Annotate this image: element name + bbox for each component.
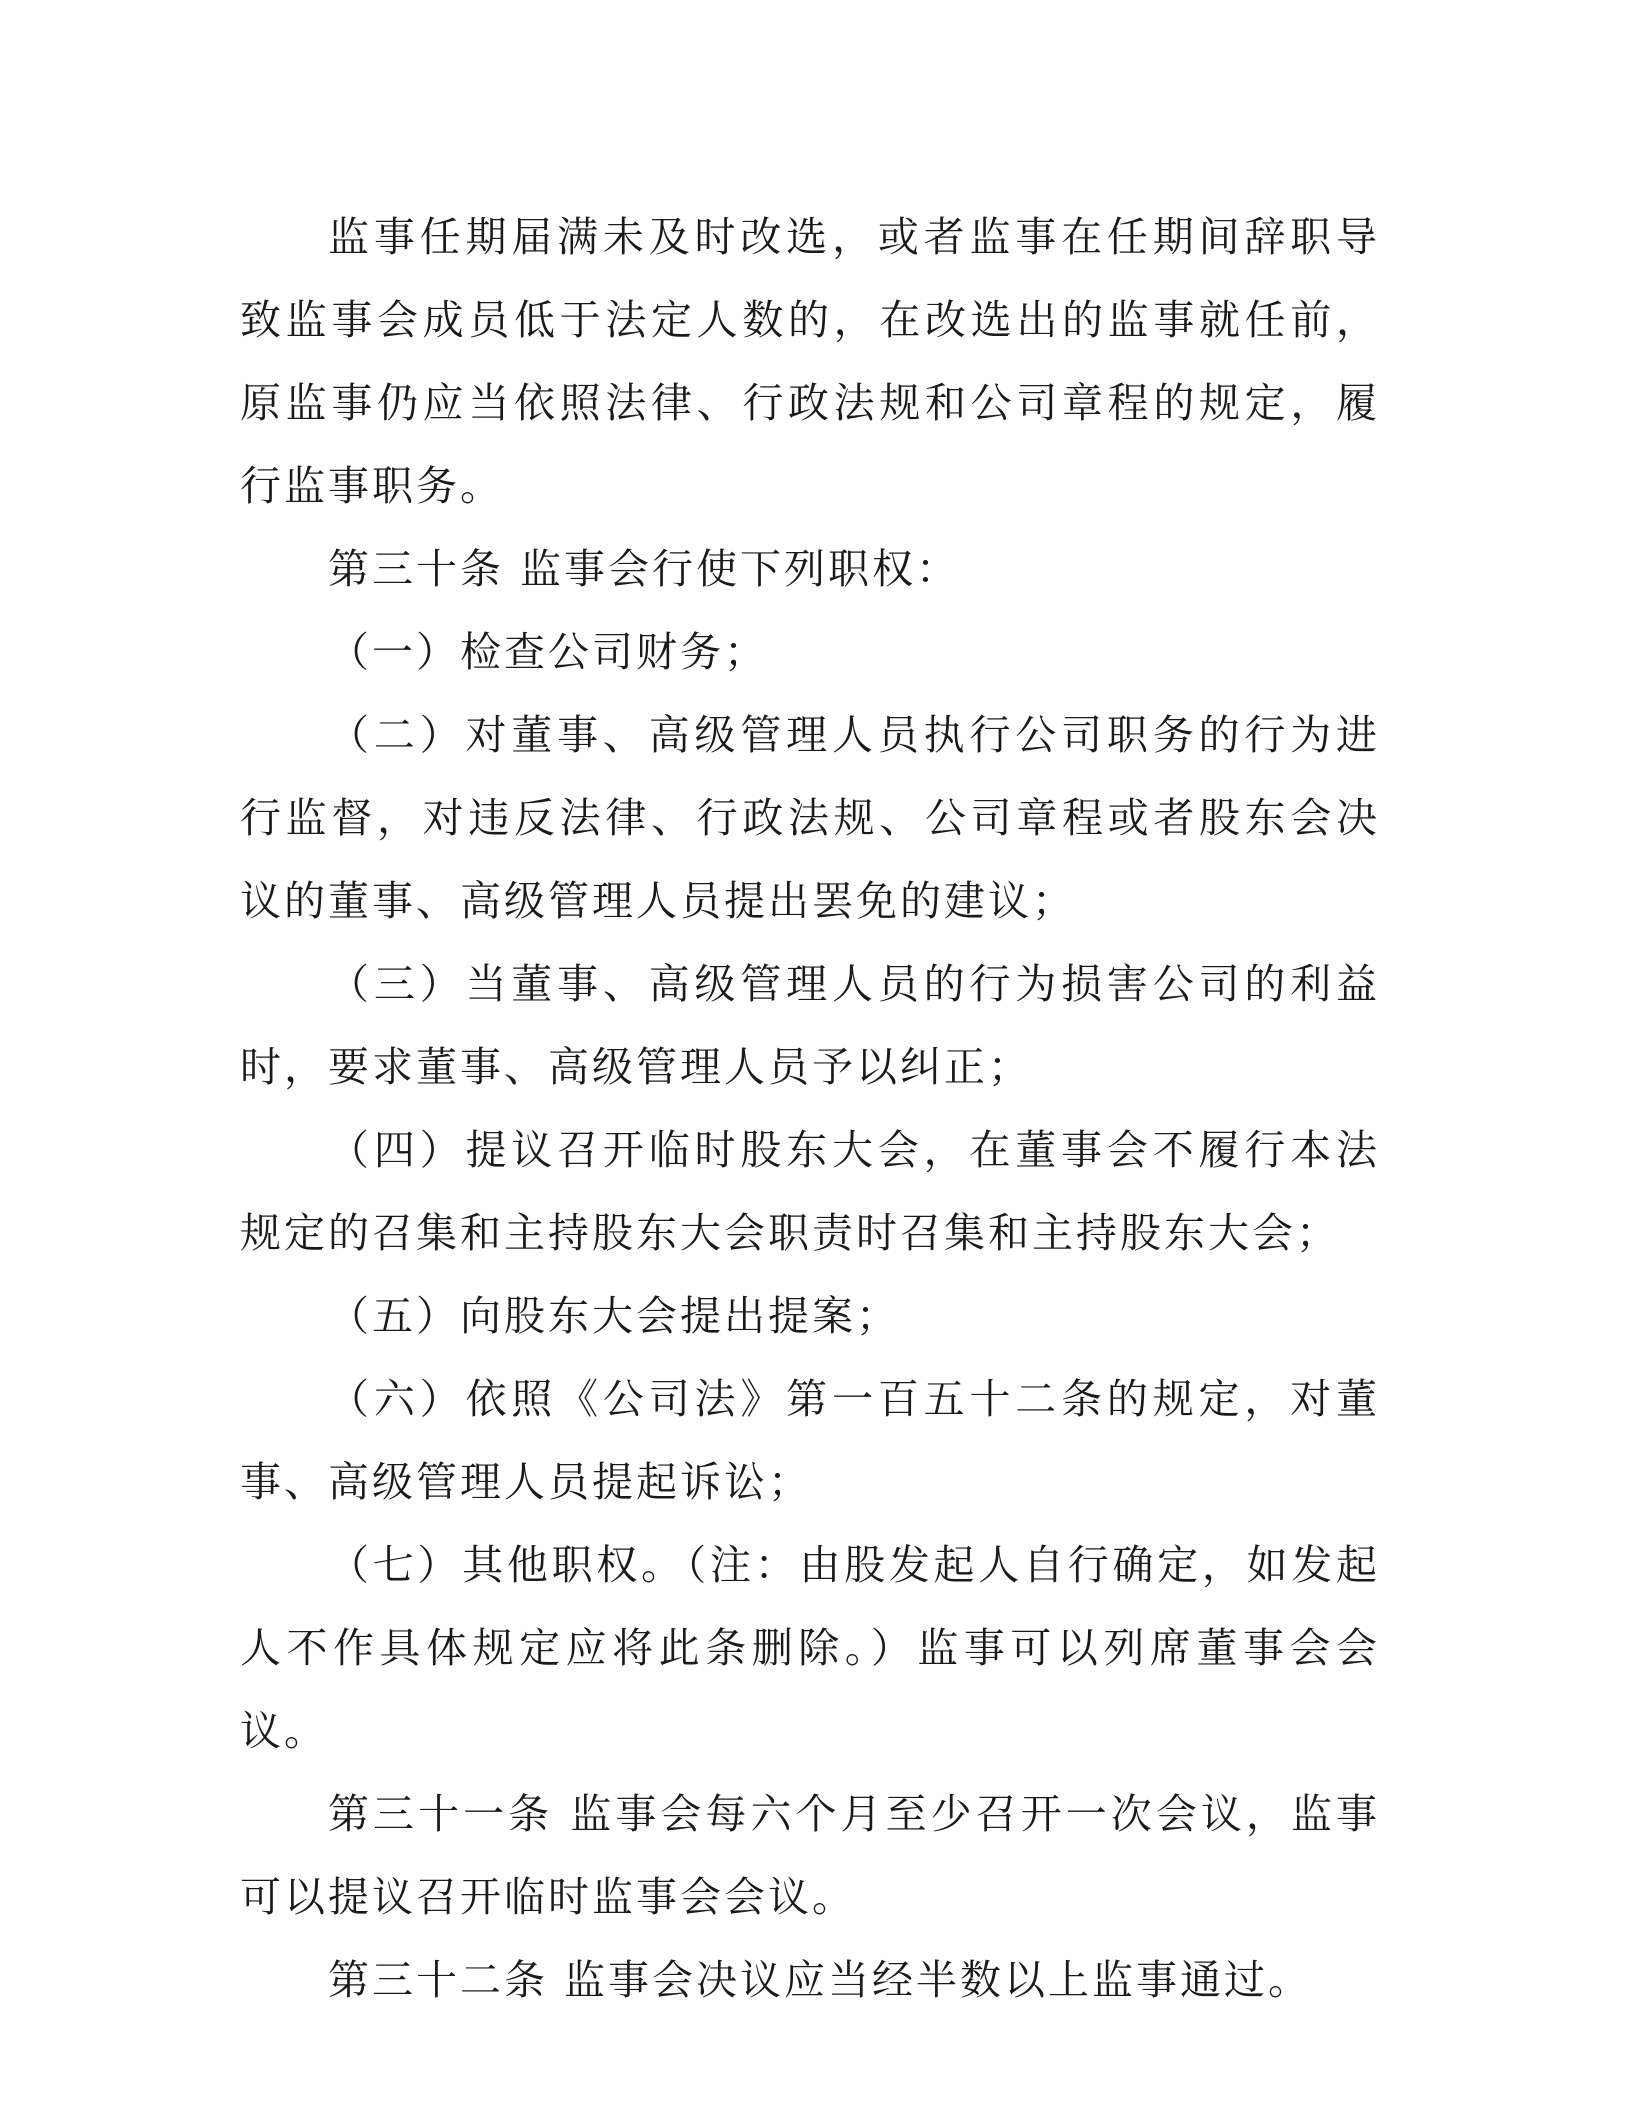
paragraph-supervisor-term: 监事任期届满未及时改选，或者监事在任期间辞职导致监事会成员低于法定人数的，在改选出的监事就任前，原监事仍应当依照法律、行政法规和公司章程的规定，履行监事职务。 — [240, 213, 1380, 510]
document-body — [240, 196, 1380, 2022]
article-30-heading: 第三十条 监事会行使下列职权： — [328, 545, 961, 593]
article-30-item-5: （五）向股东大会提出提案； — [328, 1292, 900, 1340]
article-30-item-1: （一）检查公司财务； — [328, 628, 768, 676]
article-31: 第三十一条 监事会每六个月至少召开一次会议，监事可以提议召开临时监事会会议。 — [240, 1790, 1380, 1921]
article-30-item-4: （四）提议召开临时股东大会，在董事会不履行本法规定的召集和主持股东大会职责时召集和主持股东大会； — [240, 1126, 1380, 1257]
article-32: 第三十二条 监事会决议应当经半数以上监事通过。 — [328, 1956, 1313, 2004]
article-30-item-3: （三）当董事、高级管理人员的行为损害公司的利益时，要求董事、高级管理人员予以纠正； — [240, 960, 1380, 1091]
article-30-item-2: （二）对董事、高级管理人员执行公司职务的行为进行监督，对违反法律、行政法规、公司章程或者股东会决议的董事、高级管理人员提出罢免的建议； — [240, 711, 1380, 925]
article-30-item-7: （七）其他职权。（注：由股发起人自行确定，如发起人不作具体规定应将此条删除。）监事可以列席董事会会议。 — [240, 1541, 1380, 1755]
article-30-item-6: （六）依照《公司法》第一百五十二条的规定，对董事、高级管理人员提起诉讼； — [240, 1375, 1380, 1506]
